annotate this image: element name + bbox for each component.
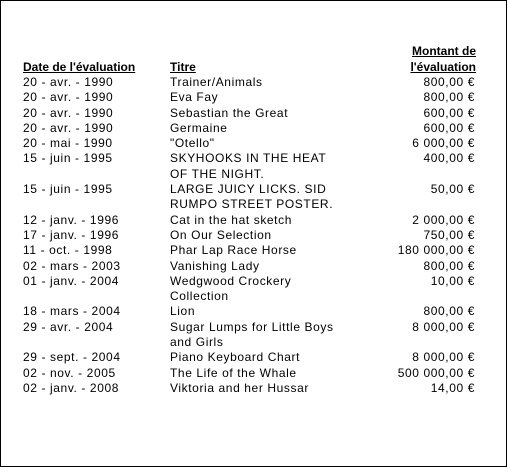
row-amount: 800,00 € (423, 304, 475, 319)
table-row (23, 213, 478, 228)
row-amount: 6 000,00 € (412, 136, 475, 151)
row-title: Piano Keyboard Chart (170, 350, 301, 365)
row-amount: 8 000,00 € (412, 319, 475, 334)
row-title: Wedgwood Crockery Collection (170, 273, 292, 304)
column-header-amount-line1: Montant de (412, 44, 476, 58)
row-date: 02 - janv. - 2008 (23, 380, 120, 395)
row-title: Lion (170, 304, 196, 319)
row-amount: 10,00 € (430, 273, 475, 288)
row-date: 15 - juin - 1995 (23, 151, 113, 166)
row-date: 20 - avr. - 1990 (23, 75, 114, 89)
row-amount: 600,00 € (423, 120, 475, 135)
row-amount: 50,00 € (430, 182, 475, 197)
row-date: 20 - avr. - 1990 (23, 120, 114, 135)
row-date: 18 - mars - 2004 (23, 304, 121, 319)
row-amount: 180 000,00 € (397, 243, 475, 258)
table-row (23, 381, 478, 396)
row-amount: 2 000,00 € (412, 212, 475, 227)
column-header-title: Titre (170, 60, 196, 74)
row-date: 29 - avr. - 2004 (23, 319, 114, 334)
column-header-amount (386, 43, 476, 75)
report-header (23, 41, 478, 75)
row-date: 02 - nov. - 2005 (23, 365, 116, 380)
table-row (23, 243, 478, 258)
row-amount: 800,00 € (423, 258, 475, 273)
column-header-date: Date de l'évaluation (23, 60, 136, 74)
row-date: 20 - mai - 1990 (23, 136, 113, 151)
row-amount: 500 000,00 € (397, 365, 475, 380)
row-date: 20 - avr. - 1990 (23, 90, 114, 105)
row-title: Viktoria and her Hussar (170, 380, 309, 395)
row-title: Eva Fay (170, 90, 219, 105)
table-row (23, 75, 478, 90)
row-date: 01 - janv. - 2004 (23, 273, 120, 288)
row-date: 20 - avr. - 1990 (23, 105, 114, 120)
row-title: Vanishing Lady (170, 258, 260, 273)
valuation-report (23, 41, 478, 396)
table-row (23, 228, 478, 243)
table-row (23, 182, 478, 213)
row-date: 11 - oct. - 1998 (23, 243, 113, 258)
row-title: SKYHOOKS IN THE HEAT OF THE NIGHT. (170, 151, 327, 181)
table-row (23, 304, 478, 319)
row-title: The Life of the Whale (170, 365, 297, 380)
row-title: Cat in the hat sketch (170, 212, 292, 227)
row-title: Trainer/Animals (170, 75, 263, 89)
table-row (23, 350, 478, 365)
table-row (23, 366, 478, 381)
row-title: Sugar Lumps for Little Boys and Girls (170, 319, 334, 350)
report-rows (23, 75, 478, 396)
column-header-amount-line2: l'évaluation (410, 60, 476, 74)
row-title: Sebastian the Great (170, 105, 289, 120)
table-row (23, 136, 478, 151)
table-row (23, 320, 478, 351)
row-amount: 800,00 € (423, 90, 475, 105)
row-title: LARGE JUICY LICKS. SID RUMPO STREET POSTER. (170, 182, 334, 212)
row-amount: 400,00 € (423, 151, 475, 166)
table-row (23, 259, 478, 274)
row-title: "Otello" (170, 136, 215, 151)
row-amount: 14,00 € (430, 380, 475, 395)
table-row (23, 121, 478, 136)
table-row (23, 274, 478, 305)
row-date: 12 - janv. - 1996 (23, 212, 120, 227)
row-date: 17 - janv. - 1996 (23, 227, 120, 242)
row-title: Phar Lap Race Horse (170, 243, 297, 258)
row-amount: 600,00 € (423, 105, 475, 120)
row-amount: 800,00 € (423, 75, 475, 89)
row-date: 29 - sept. - 2004 (23, 350, 121, 365)
table-row (23, 151, 478, 182)
row-amount: 8 000,00 € (412, 350, 475, 365)
row-title: Germaine (170, 120, 228, 135)
table-row (23, 90, 478, 105)
row-date: 02 - mars - 2003 (23, 258, 121, 273)
row-amount: 750,00 € (423, 227, 475, 242)
table-row (23, 106, 478, 121)
row-date: 15 - juin - 1995 (23, 182, 113, 197)
row-title: On Our Selection (170, 227, 272, 242)
